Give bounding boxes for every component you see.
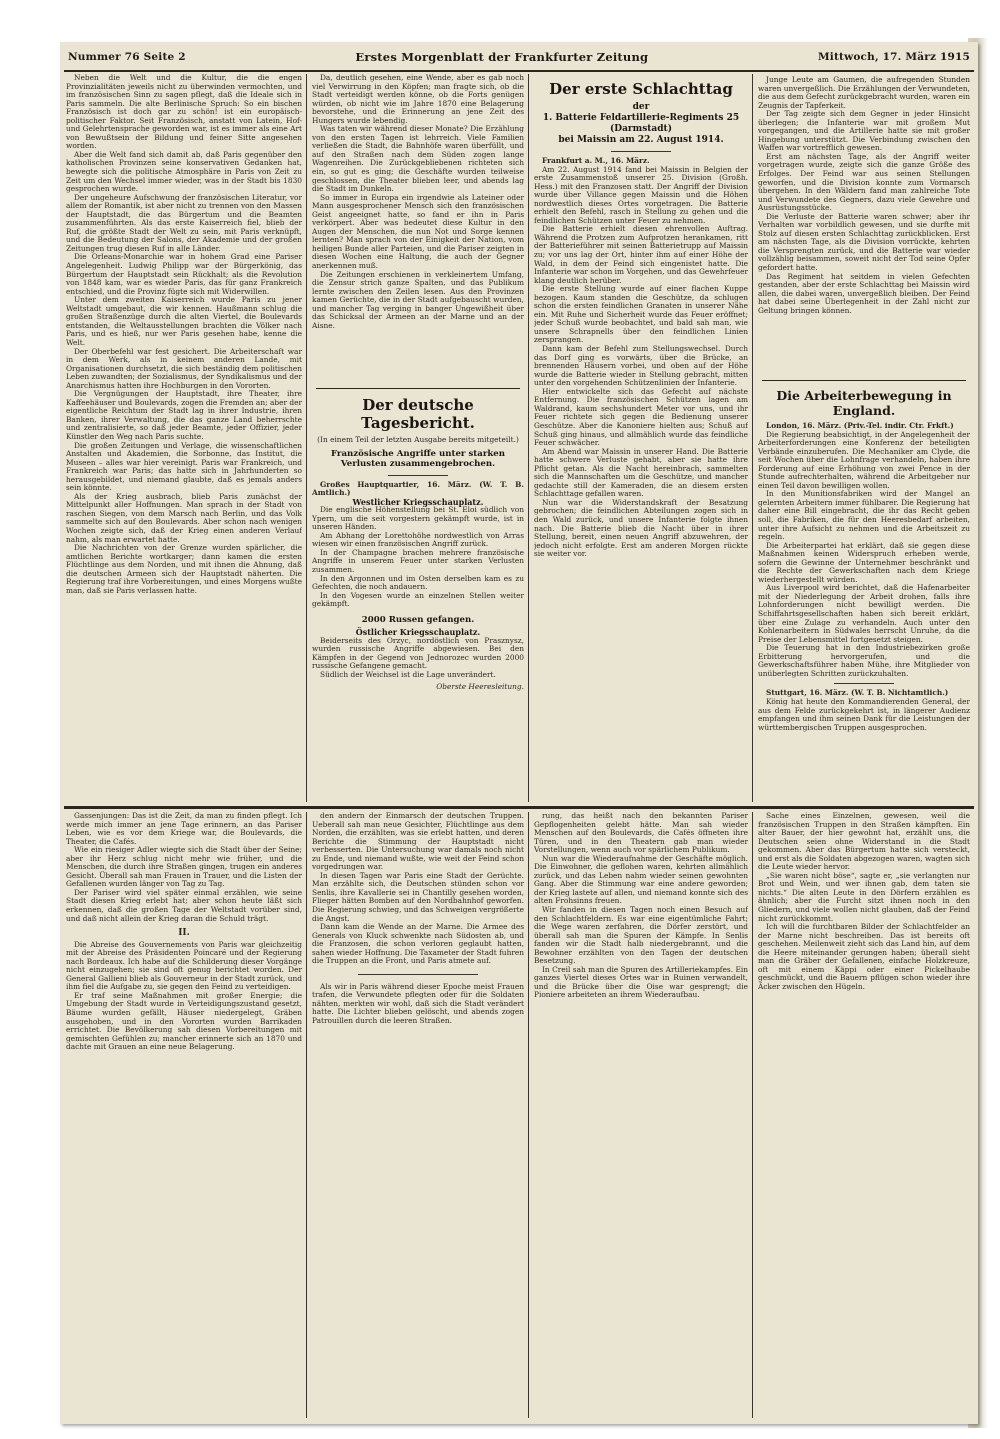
column-divider xyxy=(752,74,753,802)
tagesbericht-title: Der deutsche Tagesbericht. xyxy=(361,396,475,432)
arbeiterbewegung-dateline: London, 16. März. (Priv.-Tel. indir. Ctr. Frkft.) xyxy=(766,421,954,430)
paragraph: Erst am nächsten Tage, als der Angriff weiter vorgetragen wurde, zeigte sich die ganze Größe des Erfolges. Der Feind war aus seinen Stellungen geworfen, und die Division konnte zum Vormarsch übergehen. In den Wäldern fand man zahlreiche Tote und Verwundete des Gegners, dazu viele Gewehre und Ausrüstungsstücke. xyxy=(758,151,970,213)
paragraph: So immer in Europa ein irgendwie als Lateiner oder Mann ausgesprochener Mensch sich den französischen Geist angeeignet hatte, so fand er ihn in Paris verkörpert. Aber was bedeutet diese Kultur in den Augen der Menschen, die nun Not und Sorge kennen lernten? Man sprach von der Einigkeit der Nation, vom heiligen Bunde aller Parteien, und die Pariser zeigten in diesen Wochen eine Haltung, die auch der Gegner anerkennen muß. xyxy=(312,192,524,271)
paragraph: Die Arbeiterpartei hat erklärt, daß sie gegen diese Maßnahmen keinen Widerspruch erheben werde, sofern die Gewinne der Unternehmer beschränkt und die Rechte der Gewerkschaften nach dem Kriege wiederhergestellt würden. xyxy=(758,540,970,584)
paragraph: In den Argonnen und im Osten derselben kam es zu Gefechten, die noch andauern. xyxy=(312,573,524,592)
paragraph: Der Pariser wird viel später einmal erzählen, wie seine Stadt diesen Krieg erlebt hat; aber schon heute läßt sich erkennen, daß die großen Tage der Weltstadt vorüber sind, und daß nicht allein der Krieg daran die Schuld trägt. xyxy=(66,887,302,923)
paragraph: Am Abend war Maissin in unserer Hand. Die Batterie hatte schwere Verluste gehabt, aber sie hatte ihre Pflicht getan. Als die Nacht hereinbrach, sammelten sich die Mannschaften um die Geschütze, und mancher gedachte still der Kameraden, die an diesem ersten Schlachttage gefallen waren. xyxy=(534,446,748,499)
schlachttag-subtitle-1: der xyxy=(632,102,650,112)
paragraph: Die Regierung beabsichtigt, in der Angelegenheit der Arbeiterforderungen eine Konferenz der beteiligten Verbände einzuberufen. Die Mechaniker am Clyde, die seit Wochen über die Lohnfrage verhandeln, haben ihre Forderung auf eine Erhöhung von zwei Pence in der Stunde aufrechterhalten, während die Arbeitgeber nur einen Teil davon bewilligen wollen. xyxy=(758,429,970,490)
header-rule xyxy=(64,70,974,72)
paragraph: Neben die Welt und die Kultur, die die engen Provinzialitäten jeweils nicht zu überwinden vermochten, und im französischen Sinn zu sagen pflegt, daß die Ideale sich in Paris sammeln. Die alte Berlinische Spruch: So ein bischen Französisch ist doch gar zu schön! ist ein europäisch-politischer Faktor. Seit Französisch, anstatt von Latein, Hof- und Gelehrtensprache geworden war, ist es immer als eine Art von Bewußtsein der Bildung und feiner Sitte angesehen worden. xyxy=(66,74,302,151)
tagesbericht-note: (In einem Teil der letzten Ausgabe bereits mitgeteilt.) xyxy=(317,435,519,444)
paragraph: Die Abreise des Gouvernements von Paris war gleichzeitig mit der Abreise des Präsidenten Poincaré und der Regierung nach Bordeaux. Ich habe auf die Schilderung dieser Vorgänge nicht einzugehen; sie sind oft genug berichtet worden. Der General Gallieni blieb als Gouverneur in der Stadt zurück, und ihm fiel die Aufgabe zu, sie gegen den Feind zu verteidigen. xyxy=(66,939,302,992)
stuttgart-dateline: Stuttgart, 16. März. (W. T. B. Nichtamtlich.) xyxy=(766,688,949,698)
paragraph: Als wir in Paris während dieser Epoche meist Frauen trafen, die Verwundete pflegten oder für die Soldaten nähten, merkten wir wohl, daß sich die Stadt verändert hatte. Die Lichter blieben gelöscht, und abends zogen Patrouillen durch die leeren Straßen. xyxy=(312,981,524,1026)
paragraph: Die Batterie erhielt diesen ehrenvollen Auftrag. Während die Protzen zum Aufprotzen herankamen, ritt der Batterieführer mit seinen Batterietrupp auf Maissin zu; vor uns lag der Ort, hinter ihm auf einer Höhe der Wald, in dem der Feind sich eingenistet hatte. Die Infanterie war schon im Vorgehen, und das Gewehrfeuer klang deutlich herüber. xyxy=(534,224,748,285)
paragraph: In diesen Tagen war Paris eine Stadt der Gerüchte. Man erzählte sich, die Deutschen stünden schon vor Senlis, ihre Kavallerie sei in Chantilly gesehen worden, Flieger hätten Bomben auf den Nordbahnhof geworfen. Die Regierung schwieg, und das Schweigen vergrößerte die Angst. xyxy=(312,870,524,923)
schlachttag-continued xyxy=(758,76,970,376)
eastern-front-heading: Östlicher Kriegsschauplatz. xyxy=(355,627,481,638)
tagesbericht-article xyxy=(312,392,524,802)
paragraph: In Creil sah man die Spuren des Artilleriekampfes. Ein ganzes Viertel dieses Ortes war in Ruinen verwandelt, und die Brücke über die Oise war gesprengt; die Pioniere arbeiteten an ihrem Wiederaufbau. xyxy=(534,964,748,1000)
paragraph: Gassenjungen: Das ist die Zeit, da man zu finden pflegt. Ich werde mich immer an jene Tage erinnern, an das Pariser Leben, wie es vor dem Kriege war, die Boulevards, die Theater, die Cafés. xyxy=(66,812,302,846)
column-divider xyxy=(528,74,529,802)
tagesbericht-heading: Französische Angriffe unter starken Verlusten zusammengebrochen. xyxy=(330,448,506,470)
paragraph: Dann kam der Befehl zum Stellungswechsel. Durch das Dorf ging es vorwärts, über die Brücke, an brennenden Häusern vorbei, und oben auf der Höhe wurde die Batterie wieder in Stellung gebracht, mitten unter den vorgehenden Schützenlinien der Infanterie. xyxy=(534,344,748,388)
paragraph: Aus Liverpool wird berichtet, daß die Hafenarbeiter mit der Niederlegung der Arbeit drohen, falls ihre Lohnforderungen nicht bewilligt werden. Die Schiffahrtsgesellschaften haben sich bereit erklärt, über eine Zulage zu verhandeln. Auch unter den Kohlenarbeitern in Südwales herrscht Unruhe, da die Preise der Lebensmittel fortgesetzt steigen. xyxy=(758,583,970,644)
paragraph: Da, deutlich gesehen, eine Wende, aber es gab noch viel Verwirrung in den Köpfen; man fragte sich, ob die Stadt verteidigt werden könne, ob die Forts genügen würden, ob nicht wie im Jahre 1870 eine Belagerung bevorstehe, und die Erinnerung an jene Zeit des Hungers wurde lebendig. xyxy=(312,74,524,125)
paragraph: Das Regiment hat seitdem in vielen Gefechten gestanden, aber der erste Schlachttag bei Maissin wird allen, die dabei waren, unvergeßlich bleiben. Der Feind hat dabei seine Überlegenheit in der Zahl nicht zur Geltung bringen können. xyxy=(758,271,970,315)
paragraph: Die Vergnügungen der Hauptstadt, ihre Theater, ihre Kaffeehäuser und Boulevards, zogen die Fremden an; aber der eigentliche Reichtum der Stadt lag in ihrer Industrie, ihren Banken, ihrer Verwaltung, die das ganze Land beherrschte und zentralisierte, so daß jeder Beamte, jeder Offizier, jeder Künstler den Weg nach Paris suchte. xyxy=(66,389,302,441)
bottom-column-3 xyxy=(534,812,748,1418)
paragraph: Die Teuerung hat in den Industriebezirken große Erbitterung hervorgerufen, und die Gewerkschaftsführer haben Mühe, ihre Mitglieder von unüberlegten Schritten zurückzuhalten. xyxy=(758,643,970,678)
paragraph: Sache eines Einzelnen, gewesen, weil die französischen Truppen in den Straßen kämpften. Ein alter Bauer, der hier gewohnt hat, erzählt uns, die Deutschen seien ohne Widerstand in die Stadt gekommen. Aber das Bürgertum hatte sich versteckt, und erst als die Soldaten abgezogen waren, wagten sich die Leute wieder hervor. xyxy=(758,812,970,872)
paragraph: rung, das heißt nach den bekannten Pariser Gepflogenheiten gelebt hätte. Man sah wieder Menschen auf den Boulevards, die Cafés öffneten ihre Türen, und in den Theatern gab man wieder Vorstellungen, wenn auch vor spärlichem Publikum. xyxy=(534,812,748,855)
paragraph: Nun war die Wiederaufnahme der Geschäfte möglich. Die Einwohner, die geflohen waren, kehrten allmählich zurück, und das Leben nahm wieder seinen gewohnten Gang. Aber die Stimmung war eine andere geworden; der Krieg lastete auf allen, und niemand konnte sich des alten Frohsinns freuen. xyxy=(534,853,748,906)
paragraph: Die Orleans-Monarchie war in hohem Grad eine Pariser Angelegenheit. Ludwig Philipp war der Bürgerkönig, das Bürgertum der Hauptstadt sein Rückhalt; als die Revolution von 1848 kam, war es wieder Paris, das für ganz Frankreich entschied, und die Provinz fügte sich mit Widerwillen. xyxy=(66,252,302,296)
paragraph: Aber die Welt fand sich damit ab, daß Paris gegenüber den katholischen Provinzen seine konservativen Gedanken hat, bewegte sich die politische Atmosphäre in Paris von Zeit zu Zeit um den Wechsel immer wieder, was in der Stadt bis 1830 gesprochen wurde. xyxy=(66,149,302,194)
paragraph: Die erste Stellung wurde auf einer flachen Kuppe bezogen. Kaum standen die Geschütze, da schlugen schon die ersten feindlichen Granaten in unserer Nähe ein. Mit Ruhe und Sicherheit wurde das Feuer eröffnet; jeder Schuß wurde beobachtet, und bald sah man, wie unsere Schrapnells über den feindlichen Linien zersprangen. xyxy=(534,284,748,345)
section-rule xyxy=(762,380,966,381)
paragraph: Nun war die Widerstandskraft der Besatzung gebrochen; die feindlichen Abteilungen zogen sich in den Wald zurück, und unsere Infanterie folgte ihnen nach. Die Batterie blieb die Nacht über in ihrer Stellung, bereit, einen neuen Angriff abzuwehren, der jedoch nicht erfolgte. Erst am anderen Morgen rückte sie weiter vor. xyxy=(534,497,748,559)
feuilleton-column-1 xyxy=(66,74,302,802)
small-rule xyxy=(358,974,478,975)
feuilleton-column-2 xyxy=(312,74,524,384)
paragraph: Die englische Höhenstellung bei St. Eloi südlich von Ypern, um die seit vorgestern gekämpft wurde, ist in unseren Händen. xyxy=(312,505,524,532)
paragraph: Er traf seine Maßnahmen mit großer Energie; die Umgebung der Stadt wurde in Verteidigungszustand gesetzt, Bäume wurden gefällt, Häuser niedergelegt, Gräben ausgehoben, und in den Vororten wurden Barrikaden errichtet. Die Bevölkerung sah diesen Vorbereitungen mit gemischten Gefühlen zu; mancher erinnerte sich an 1870 und dachte mit Grauen an eine neue Belagerung. xyxy=(66,990,302,1052)
tagesbericht-dateline: Großes Hauptquartier, 16. März. (W. T. B. Amtlich.) xyxy=(312,479,524,498)
western-front-heading: Westlicher Kriegsschauplatz. xyxy=(352,496,484,507)
paragraph: In den Vogesen wurde an einzelnen Stellen weiter gekämpft. xyxy=(312,590,524,609)
paragraph: König hat heute den Kommandierenden General, der aus dem Felde zurückgekehrt ist, in längerer Audienz empfangen und ihm seinen Dank für die Leistungen der württembergischen Truppen ausgesprochen. xyxy=(758,696,970,732)
paragraph: Der ungeheure Aufschwung der französischen Literatur, vor allem der Romantik, ist aber nicht zu trennen von den Massen der Hauptstadt, die das Bürgertum und die Beamten zusammenführten. Als das erste Kaiserreich fiel, blieb der Ruf, die größte Stadt der Welt zu sein, mit Paris verknüpft, und die Bedeutung der Salons, der Akademie und der großen Zeitungen trug diesen Ruf in alle Länder. xyxy=(66,192,302,253)
column-divider xyxy=(306,74,307,802)
paragraph: In der Champagne brachen mehrere französische Angriffe in unserem Feuer unter starken Verlusten zusammen. xyxy=(312,547,524,575)
paragraph: den andern der Einmarsch der deutschen Truppen. Ueberall sah man neue Gesichter, Flüchtlinge aus dem Norden, die erzählten, was sie erlebt hatten, und deren Berichte die Stimmung der Hauptstadt nicht verbesserten. Die Untersuchung war damals noch nicht zu Ende, und niemand wußte, wie weit der Feind schon vorgedrungen war. xyxy=(312,812,524,872)
paragraph: Ich will die furchtbaren Bilder der Schlachtfelder an der Marne nicht beschreiben. Das ist bereits oft geschehen. Meilenweit zieht sich das Land hin, auf dem die Heere miteinander gerungen haben; überall sieht man die Gräber der Gefallenen, einfache Holzkreuze, oft mit einem Käppi oder einer Pickelhaube geschmückt, und die Bauern pflügen schon wieder ihre Äcker zwischen den Hügeln. xyxy=(758,922,970,991)
column-divider xyxy=(306,812,307,1418)
newspaper-page xyxy=(60,42,978,1424)
arbeiterbewegung-article xyxy=(758,384,970,802)
russians-captured-heading: 2000 Russen gefangen. xyxy=(361,614,475,625)
arbeiterbewegung-title: Die Arbeiterbewegung in England. xyxy=(776,388,952,418)
paragraph: Beiderseits des Orzyc, nordöstlich von Prasznysz, wurden russische Angriffe abgewiesen. Bei den Kämpfen in der Gegend von Jednorozec wurden 2000 russische Gefangene gemacht. xyxy=(312,635,524,671)
schlachttag-subtitle-2: 1. Batterie Feldartillerie-Regiments 25 (Darmstadt) xyxy=(542,113,740,134)
header-page-number: Nummer 76 Seite 2 xyxy=(68,51,186,63)
small-rule xyxy=(834,683,894,684)
paragraph: Unter dem zweiten Kaiserreich wurde Paris zu jener Weltstadt umgebaut, die wir kennen. Haußmann schlug die großen Straßenzüge durch die alten Viertel, die Boulevards entstanden, die Weltausstellungen brachten die Völker nach Paris, und es hieß, nur wer Paris gesehen habe, kenne die Welt. xyxy=(66,295,302,347)
paragraph: Wir fanden in diesen Tagen noch einen Besuch auf den Schlachtfeldern. Es war eine eigentümliche Fahrt; die Wege waren zerfahren, die Dörfer zerstört, und überall sah man die Spuren der Kämpfe. In Senlis fanden wir die Stadt halb niedergebrannt, und die Bewohner erzählten von den Tagen der deutschen Besetzung. xyxy=(534,905,748,966)
schlachttag-article xyxy=(534,76,748,802)
paragraph: Der Oberbefehl war fest gesichert. Die Arbeiterschaft war in dem Werk, als in keinem anderen Lande, mit Organisationen durchsetzt, die sich beständig dem politischen Leben zuwandten; der Sozialismus, der Syndikalismus und der Anarchismus hatten ihre Hochburgen in den Vororten. xyxy=(66,346,302,390)
tagesbericht-signature: Oberste Heeresleitung. xyxy=(436,681,524,691)
paragraph: In den Munitionsfabriken wird der Mangel an gelernten Arbeitern immer fühlbarer. Die Regierung hat daher eine Bill eingebracht, die ihr das Recht geben soll, die Fabriken, die für den Heeresbedarf arbeiten, unter ihre Aufsicht zu nehmen und die Arbeitszeit zu regeln. xyxy=(758,489,970,542)
column-divider xyxy=(752,812,753,1418)
section-rule xyxy=(316,388,520,389)
paragraph: Am 22. August 1914 fand bei Maissin in Belgien der erste Zusammenstoß unserer 25. Division (Großh. Hess.) mit den Franzosen statt. Der Angriff der Division wurde über Villance gegen Maissin und die Höhen nordwestlich dieses Ortes vorgetragen. Die Batterie erhielt den Befehl, rasch in Stellung zu gehen und die feindlichen Schützen unter Feuer zu nehmen. xyxy=(534,164,748,225)
paragraph: Der Tag zeigte sich dem Gegner in jeder Hinsicht überlegen; die Infanterie war mit großem Mut vorgegangen, und die Artillerie hatte sie mit großer Hingebung unterstützt. Die Verbindung zwischen den Waffen war vortrefflich gewesen. xyxy=(758,109,970,153)
paragraph: Die Zeitungen erschienen in verkleinertem Umfang, die Zensur strich ganze Spalten, und das Publikum lernte zwischen den Zeilen lesen. Aus den Provinzen kamen Gerüchte, die in der Stadt aufgebauscht wurden, und mancher Tag verging in banger Ungewißheit über das Schicksal der Armeen an der Marne und an der Aisne. xyxy=(312,269,524,330)
paragraph: Hier entwickelte sich das Gefecht auf nächste Entfernung. Die französischen Schützen lagen am Waldrand, kaum sechshundert Meter vor uns, und ihr Feuer richtete sich gegen die Bedienung unserer Geschütze. Aber die Kanoniere hielten aus; Schuß auf Schuß ging hinaus, und allmählich wurde das feindliche Feuer schwächer. xyxy=(534,386,748,448)
paragraph: Die Nachrichten von der Grenze wurden spärlicher, die amtlichen Berichte wortkarger; dann kamen die ersten Flüchtlinge aus dem Norden, und mit ihnen die Ahnung, daß die deutschen Armeen sich der Hauptstadt näherten. Die Regierung traf ihre Vorbereitungen, und eines Morgens wußte man, daß sie Paris verlassen hatte. xyxy=(66,543,302,595)
feuilleton-rule xyxy=(64,806,974,809)
schlachttag-title: Der erste Schlachttag xyxy=(549,80,733,98)
small-rule xyxy=(611,151,671,152)
schlachttag-subtitle-3: bei Maissin am 22. August 1914. xyxy=(558,135,724,145)
paragraph: Die großen Zeitungen und Verlage, die wissenschaftlichen Anstalten und Akademien, die Sorbonne, das Institut, die Museen – alles war hier vereinigt. Paris war Frankreich, und Frankreich war Paris; das hatte sich in Jahrhunderten so herausgebildet, und niemand glaubte, daß es jemals anders sein könnte. xyxy=(66,440,302,493)
bottom-column-4 xyxy=(758,812,970,1418)
bottom-column-2 xyxy=(312,812,524,1418)
paragraph: Dann kam die Wende an der Marne. Die Armee des Generals von Kluck schwenkte nach Südosten ab, und die Franzosen, die schon verloren geglaubt hatten, sahen wieder Hoffnung. Die Taxameter der Stadt fuhren die Truppen an die Front, und Paris atmete auf. xyxy=(312,922,524,966)
header-masthead: Erstes Morgenblatt der Frankfurter Zeitung xyxy=(355,50,649,64)
paragraph: „Sie waren nicht böse“, sagte er, „sie verlangten nur Brot und Wein, und wer ihnen gab, dem taten sie nichts.“ Die alten Leute in den Dörfern erzählen es ähnlich; aber die Furcht sitzt ihnen noch in den Gliedern, und viele wollen nicht glauben, daß der Feind nicht zurückkommt. xyxy=(758,870,970,923)
column-divider xyxy=(528,812,529,1418)
small-rule xyxy=(388,475,448,476)
page-header xyxy=(68,46,970,68)
header-date: Mittwoch, 17. März 1915 xyxy=(817,51,970,63)
section-number: II. xyxy=(178,928,190,939)
schlachttag-dateline: Frankfurt a. M., 16. März. xyxy=(542,156,650,165)
paragraph: Junge Leute am Gaumen, die aufregenden Stunden waren unvergeßlich. Die Erzählungen der Verwundeten, die aus dem Gefecht zurückgebracht wurden, waren ein Zeugnis der Tapferkeit. xyxy=(758,76,970,110)
paragraph: Die Verluste der Batterie waren schwer; aber ihr Verhalten war vorbildlich gewesen, und sie durfte mit Stolz auf diesen ersten Schlachttag zurückblicken. Erst am nächsten Tage, als die Division vorrückte, kehrten die Versprengten zurück, und die Batterie war wieder vollzählig beisammen, soweit nicht der Tod seine Opfer gefordert hatte. xyxy=(758,211,970,273)
paragraph: Südlich der Weichsel ist die Lage unverändert. xyxy=(320,669,496,679)
paragraph: Wie ein riesiger Adler wiegte sich die Stadt über der Seine; aber ihr Herz schlug nicht mehr wie früher, und die Menschen, die durch ihre Straßen gingen, trugen ein anderes Gesicht. Überall sah man Frauen in Trauer, und die Listen der Gefallenen wurden länger von Tag zu Tag. xyxy=(66,845,302,889)
bottom-column-1 xyxy=(66,812,302,1418)
paragraph: Als der Krieg ausbrach, blieb Paris zunächst der Mittelpunkt aller Hoffnungen. Man sprach in der Stadt von raschen Siegen, von dem Marsch nach Berlin, und das Volk sammelte sich auf den Boulevards. Aber schon nach wenigen Wochen zeigte sich, daß der Krieg einen anderen Verlauf nahm, als man erwartet hatte. xyxy=(66,491,302,544)
paragraph: Was taten wir während dieser Monate? Die Erzählung von den ersten Tagen ist lehrreich. Viele Familien verließen die Stadt, die Bahnhöfe waren überfüllt, und auf den Straßen nach dem Süden zogen lange Wagenreihen. Die Zurückgebliebenen richteten sich ein, so gut es ging; die Geschäfte wurden teilweise geschlossen, die Theater blieben leer, und abends lag die Stadt im Dunkeln. xyxy=(312,124,524,194)
paragraph: Am Abhang der Lorettohöhe nordwestlich von Arras wiesen wir einen französischen Angriff zurück. xyxy=(312,530,524,549)
